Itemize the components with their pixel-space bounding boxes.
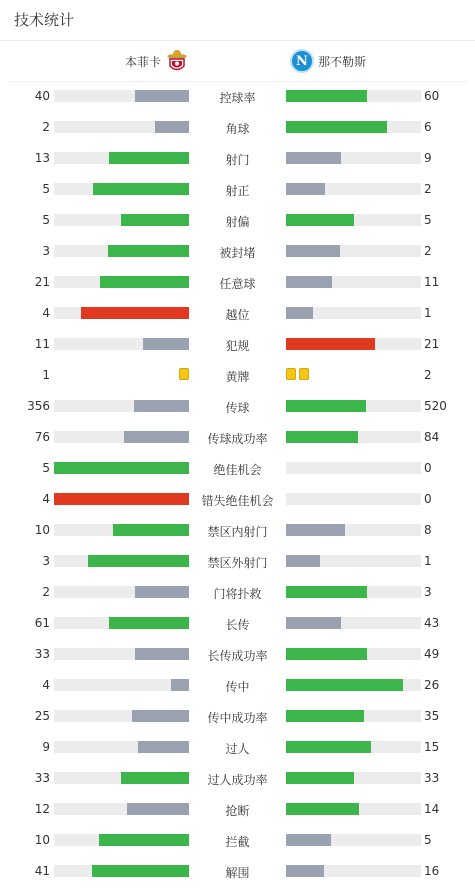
away-stat-bar-track bbox=[286, 462, 421, 474]
away-yellow-cards bbox=[286, 368, 309, 382]
away-stat-bar bbox=[286, 400, 366, 412]
away-stat-bar bbox=[286, 679, 403, 691]
away-stat-value: 49 bbox=[424, 647, 440, 661]
home-stat-value: 25 bbox=[34, 709, 50, 723]
home-stat-bar bbox=[143, 338, 189, 350]
away-stat-value: 26 bbox=[424, 678, 440, 692]
stat-label: 射正 bbox=[225, 184, 250, 198]
away-stat-value: 3 bbox=[424, 585, 432, 599]
away-stat-value: 16 bbox=[424, 864, 440, 878]
home-stat-bar-track bbox=[54, 121, 189, 133]
away-stat-value: 8 bbox=[424, 523, 432, 537]
stat-row bbox=[0, 608, 475, 639]
away-stat-bar-track bbox=[286, 338, 421, 350]
home-stat-value: 5 bbox=[42, 182, 50, 196]
away-stat-bar bbox=[286, 276, 332, 288]
away-stat-bar bbox=[286, 152, 341, 164]
home-stat-bar-track bbox=[54, 617, 189, 629]
stat-label: 被封堵 bbox=[219, 246, 256, 260]
home-stat-bar-track bbox=[54, 524, 189, 536]
away-stat-bar-track bbox=[286, 431, 421, 443]
away-team[interactable] bbox=[290, 41, 366, 81]
away-stat-value: 0 bbox=[424, 492, 432, 506]
stat-label: 门将扑救 bbox=[213, 587, 262, 601]
stat-label: 禁区内射门 bbox=[207, 525, 268, 539]
away-stat-bar bbox=[286, 214, 354, 226]
away-stat-value: 43 bbox=[424, 616, 440, 630]
napoli-crest-icon: N bbox=[290, 49, 314, 73]
stat-label: 长传 bbox=[225, 618, 250, 632]
home-stat-bar-track bbox=[54, 648, 189, 660]
home-stat-bar bbox=[132, 710, 189, 722]
home-stat-value: 41 bbox=[34, 864, 50, 878]
home-stat-bar bbox=[121, 214, 189, 226]
home-team-name: 本菲卡 bbox=[125, 54, 162, 69]
stat-row bbox=[0, 484, 475, 515]
home-stat-value: 61 bbox=[34, 616, 50, 630]
away-stat-bar bbox=[286, 741, 371, 753]
home-stat-bar-track bbox=[54, 90, 189, 102]
yellow-card-icon bbox=[299, 368, 309, 380]
home-stat-bar-track bbox=[54, 152, 189, 164]
away-stat-bar-track bbox=[286, 772, 421, 784]
stat-label: 任意球 bbox=[219, 277, 256, 291]
away-stat-value: 2 bbox=[424, 182, 432, 196]
away-stat-value: 2 bbox=[424, 244, 432, 258]
home-stat-bar bbox=[88, 555, 189, 567]
home-stat-value: 33 bbox=[34, 771, 50, 785]
away-stat-bar-track bbox=[286, 865, 421, 877]
away-stat-value: 6 bbox=[424, 120, 432, 134]
home-stat-value: 4 bbox=[42, 492, 50, 506]
away-stat-value: 33 bbox=[424, 771, 440, 785]
stat-label: 射偏 bbox=[225, 215, 250, 229]
away-stat-bar-track bbox=[286, 617, 421, 629]
home-stat-bar bbox=[171, 679, 189, 691]
stat-label: 传中成功率 bbox=[207, 711, 268, 725]
away-stat-bar-track bbox=[286, 307, 421, 319]
home-yellow-cards bbox=[179, 368, 189, 382]
home-stat-value: 3 bbox=[42, 554, 50, 568]
stat-row bbox=[0, 360, 475, 391]
home-stat-bar bbox=[155, 121, 189, 133]
away-stat-bar-track bbox=[286, 524, 421, 536]
away-stat-value: 15 bbox=[424, 740, 440, 754]
benfica-crest-icon bbox=[165, 48, 189, 74]
away-stat-bar-track bbox=[286, 648, 421, 660]
stat-label: 控球率 bbox=[219, 91, 256, 105]
home-stat-bar-track bbox=[54, 803, 189, 815]
away-stat-bar bbox=[286, 307, 313, 319]
home-stat-bar bbox=[135, 648, 189, 660]
away-stat-bar-track bbox=[286, 493, 421, 505]
away-stat-value: 60 bbox=[424, 89, 440, 103]
stat-row bbox=[0, 236, 475, 267]
stat-row bbox=[0, 391, 475, 422]
home-stat-bar bbox=[93, 183, 189, 195]
home-stat-value: 2 bbox=[42, 585, 50, 599]
stat-label: 传球成功率 bbox=[207, 432, 268, 446]
home-stat-bar bbox=[54, 493, 189, 505]
home-stat-bar bbox=[113, 524, 189, 536]
stat-row bbox=[0, 763, 475, 794]
home-stat-value: 12 bbox=[34, 802, 50, 816]
home-stat-bar bbox=[135, 90, 189, 102]
home-stat-bar bbox=[54, 462, 189, 474]
stat-row bbox=[0, 825, 475, 856]
stat-label: 射门 bbox=[225, 153, 250, 167]
home-stat-bar bbox=[92, 865, 189, 877]
home-stat-bar-track bbox=[54, 245, 189, 257]
stat-label: 犯规 bbox=[225, 339, 250, 353]
home-stat-bar bbox=[121, 772, 189, 784]
home-stat-bar bbox=[81, 307, 189, 319]
home-stat-bar bbox=[109, 617, 189, 629]
away-stat-bar bbox=[286, 617, 341, 629]
home-stat-bar-track bbox=[54, 772, 189, 784]
away-stat-bar bbox=[286, 834, 331, 846]
home-stat-bar-track bbox=[54, 865, 189, 877]
home-stat-bar bbox=[127, 803, 189, 815]
stat-label: 错失绝佳机会 bbox=[201, 494, 274, 508]
home-stat-bar bbox=[124, 431, 189, 443]
away-stat-bar bbox=[286, 431, 358, 443]
home-stat-bar bbox=[135, 586, 189, 598]
home-stat-bar-track bbox=[54, 741, 189, 753]
home-stat-value: 33 bbox=[34, 647, 50, 661]
stat-row bbox=[0, 422, 475, 453]
stat-label: 禁区外射门 bbox=[207, 556, 268, 570]
away-stat-bar bbox=[286, 803, 359, 815]
away-stat-bar bbox=[286, 183, 325, 195]
home-stat-bar-track bbox=[54, 462, 189, 474]
stat-row bbox=[0, 329, 475, 360]
yellow-card-icon bbox=[179, 368, 189, 380]
away-stat-bar-track bbox=[286, 121, 421, 133]
stat-row bbox=[0, 515, 475, 546]
away-stat-value: 2 bbox=[424, 368, 432, 382]
stat-row bbox=[0, 639, 475, 670]
away-stat-bar-track bbox=[286, 741, 421, 753]
home-stat-bar bbox=[138, 741, 189, 753]
away-stat-bar-track bbox=[286, 214, 421, 226]
home-stat-bar bbox=[108, 245, 189, 257]
home-stat-value: 356 bbox=[27, 399, 50, 413]
stat-label: 拦截 bbox=[225, 835, 250, 849]
stat-label: 传中 bbox=[225, 680, 250, 694]
home-team[interactable] bbox=[125, 41, 189, 81]
away-stat-bar-track bbox=[286, 679, 421, 691]
home-stat-bar-track bbox=[54, 431, 189, 443]
stat-row bbox=[0, 856, 475, 887]
stat-label: 绝佳机会 bbox=[213, 463, 262, 477]
home-stat-value: 1 bbox=[42, 368, 50, 382]
away-stat-bar-track bbox=[286, 803, 421, 815]
away-stat-value: 5 bbox=[424, 213, 432, 227]
away-stat-value: 0 bbox=[424, 461, 432, 475]
stat-row bbox=[0, 701, 475, 732]
away-stat-bar-track bbox=[286, 400, 421, 412]
away-stat-value: 21 bbox=[424, 337, 440, 351]
home-stat-bar bbox=[134, 400, 189, 412]
away-team-name: 那不勒斯 bbox=[318, 54, 367, 69]
home-stat-value: 5 bbox=[42, 213, 50, 227]
stat-row bbox=[0, 794, 475, 825]
home-stat-bar-track bbox=[54, 493, 189, 505]
away-stat-value: 5 bbox=[424, 833, 432, 847]
page-title: 技术统计 bbox=[0, 0, 475, 41]
stat-row bbox=[0, 81, 475, 112]
home-stat-bar-track bbox=[54, 586, 189, 598]
home-stat-bar-track bbox=[54, 214, 189, 226]
stat-row bbox=[0, 577, 475, 608]
away-stat-bar-track bbox=[286, 834, 421, 846]
home-stat-bar-track bbox=[54, 276, 189, 288]
home-stat-bar-track bbox=[54, 400, 189, 412]
away-stat-bar bbox=[286, 710, 364, 722]
home-stat-value: 10 bbox=[34, 833, 50, 847]
stat-label: 越位 bbox=[225, 308, 250, 322]
home-stat-bar bbox=[109, 152, 189, 164]
stat-row bbox=[0, 298, 475, 329]
away-stat-bar bbox=[286, 555, 320, 567]
stat-label: 传球 bbox=[225, 401, 250, 415]
stat-row bbox=[0, 546, 475, 577]
away-stat-bar bbox=[286, 865, 324, 877]
home-stat-value: 13 bbox=[34, 151, 50, 165]
away-stat-bar bbox=[286, 90, 367, 102]
home-stat-value: 3 bbox=[42, 244, 50, 258]
stat-label: 角球 bbox=[225, 122, 250, 136]
home-stat-value: 5 bbox=[42, 461, 50, 475]
away-stat-bar bbox=[286, 121, 387, 133]
home-stat-bar-track bbox=[54, 555, 189, 567]
stat-label: 过人成功率 bbox=[207, 773, 268, 787]
stat-label: 解围 bbox=[225, 866, 250, 880]
away-stat-bar-track bbox=[286, 710, 421, 722]
home-stat-bar-track bbox=[54, 710, 189, 722]
away-stat-bar bbox=[286, 772, 354, 784]
away-stat-bar bbox=[286, 524, 345, 536]
away-stat-bar-track bbox=[286, 245, 421, 257]
stat-row bbox=[0, 112, 475, 143]
away-stat-bar bbox=[286, 648, 367, 660]
away-stat-bar-track bbox=[286, 555, 421, 567]
home-stat-bar bbox=[100, 276, 189, 288]
stat-row bbox=[0, 453, 475, 484]
away-stat-value: 35 bbox=[424, 709, 440, 723]
home-stat-bar-track bbox=[54, 679, 189, 691]
teams-header bbox=[8, 41, 467, 82]
yellow-card-icon bbox=[286, 368, 296, 380]
away-stat-value: 84 bbox=[424, 430, 440, 444]
home-stat-value: 4 bbox=[42, 306, 50, 320]
home-stat-value: 76 bbox=[34, 430, 50, 444]
home-stat-value: 4 bbox=[42, 678, 50, 692]
away-stat-bar bbox=[286, 338, 375, 350]
home-stat-bar bbox=[99, 834, 189, 846]
home-stat-value: 21 bbox=[34, 275, 50, 289]
stat-row bbox=[0, 143, 475, 174]
home-stat-bar-track bbox=[54, 307, 189, 319]
away-stat-bar bbox=[286, 586, 367, 598]
stat-label: 黄牌 bbox=[225, 370, 250, 384]
away-stat-bar-track bbox=[286, 90, 421, 102]
stat-row bbox=[0, 174, 475, 205]
away-stat-bar-track bbox=[286, 183, 421, 195]
home-stat-value: 2 bbox=[42, 120, 50, 134]
away-stat-value: 9 bbox=[424, 151, 432, 165]
away-stat-value: 14 bbox=[424, 802, 440, 816]
stat-label: 长传成功率 bbox=[207, 649, 268, 663]
home-stat-value: 11 bbox=[34, 337, 50, 351]
home-stat-bar-track bbox=[54, 834, 189, 846]
away-stat-bar-track bbox=[286, 276, 421, 288]
away-stat-bar-track bbox=[286, 152, 421, 164]
away-stat-value: 11 bbox=[424, 275, 440, 289]
stat-row bbox=[0, 670, 475, 701]
away-stat-bar bbox=[286, 245, 340, 257]
home-stat-value: 9 bbox=[42, 740, 50, 754]
away-stat-bar-track bbox=[286, 586, 421, 598]
away-stat-value: 520 bbox=[424, 399, 447, 413]
home-stat-value: 10 bbox=[34, 523, 50, 537]
stat-row bbox=[0, 732, 475, 763]
stat-row bbox=[0, 205, 475, 236]
home-stat-bar-track bbox=[54, 338, 189, 350]
away-stat-value: 1 bbox=[424, 306, 432, 320]
stat-label: 抢断 bbox=[225, 804, 250, 818]
home-stat-value: 40 bbox=[34, 89, 50, 103]
stat-row bbox=[0, 267, 475, 298]
stat-label: 过人 bbox=[225, 742, 250, 756]
home-stat-bar-track bbox=[54, 183, 189, 195]
away-stat-value: 1 bbox=[424, 554, 432, 568]
